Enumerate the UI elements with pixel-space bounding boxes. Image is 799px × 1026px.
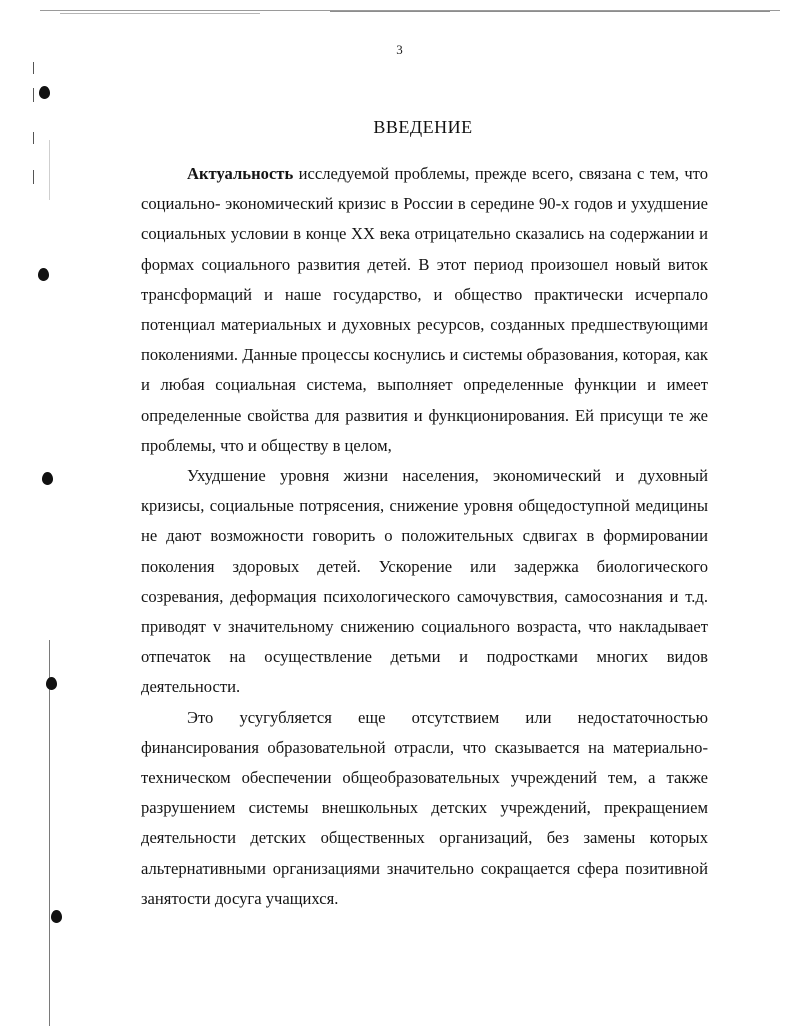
binding-hole — [39, 86, 50, 99]
binding-hole — [42, 472, 53, 485]
paragraph — [141, 159, 708, 461]
binding-hole — [51, 910, 62, 923]
binding-hole — [46, 677, 57, 690]
margin-line — [49, 140, 50, 200]
margin-line — [49, 640, 50, 1026]
binding-hole — [38, 268, 49, 281]
section-heading: ВВЕДЕНИЕ — [373, 117, 473, 137]
scan-tick — [33, 88, 34, 102]
paragraph — [141, 461, 708, 703]
paragraph-text: исследуемой проблемы, прежде всего, связана с тем, что социально- экономический кризис в России в середине 90-х годов и ухудшение социальных условии в конце XX века отрицательно сказались на содержании и формах социального развития детей. В этот период произошел новый виток трансформаций и наше государство, и общество практически исчерпало потенциал материальных и духовных ресурсов, созданных предшествующими поколениями. Данные процессы коснулись и системы образования, которая, как и любая социальная система, выполняет определенные функции и имеет определенные свойства для развития и функционирования. Ей присущи те же проблемы, что и обществу в целом, — [141, 164, 708, 455]
page-number: 3 — [396, 42, 403, 57]
scan-artifact-line — [330, 11, 770, 12]
scan-tick — [33, 170, 34, 184]
paragraph-text: Это усугубляется еще отсутствием или недостаточностью финансирования образовательной отрасли, что сказывается на материально-техническом обеспечении общеобразовательных учреждений тем, а также разрушением системы внешкольных детских учреждений, прекращением деятельности детских общественных организаций, без замены которых альтернативными организациями значительно сокращается сфера позитивной занятости досуга учащихся. — [141, 707, 708, 908]
scan-artifact-line — [60, 13, 260, 14]
scan-tick — [33, 62, 34, 74]
paragraph-text: Ухудшение уровня жизни населения, экономический и духовный кризисы, социальные потрясения, снижение уровня общедоступной медицины не дают возможности говорить о положительных сдвигах в формировании поколения здоровых детей. Ускорение или задержка биологического созревания, деформация психологического самочувствия, самосознания и т.д. приводят v значительному снижению социального возраста, что накладывает отпечаток на осуществление детьми и подростками многих видов деятельности. — [141, 466, 708, 697]
body-text — [141, 159, 708, 914]
paragraph — [141, 703, 708, 914]
paragraph-lead: Актуальность — [187, 164, 294, 183]
